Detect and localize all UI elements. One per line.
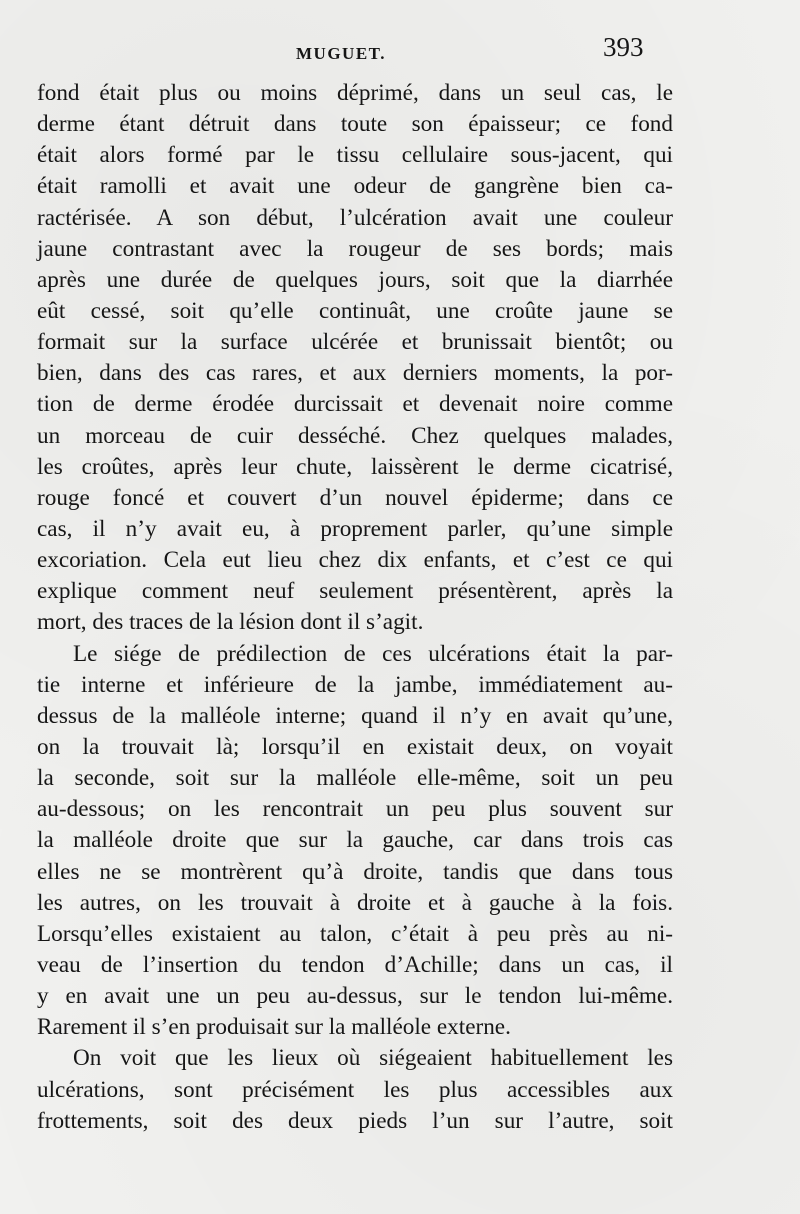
body-text <box>37 78 673 1137</box>
text-line: dessus de la malléole interne; quand il n’y en avait qu’une, <box>37 702 673 729</box>
text-line: la malléole droite que sur la gauche, car dans trois cas <box>37 827 673 854</box>
text-line: excoriation. Cela eut lieu chez dix enfants, et c’est ce qui <box>37 547 673 574</box>
paragraph-first-line: On voit que les lieux où siégeaient habituellement les <box>73 1045 673 1072</box>
text-line: un morceau de cuir desséché. Chez quelques malades, <box>37 422 673 449</box>
text-line: cas, il n’y avait eu, à proprement parler, qu’une simple <box>37 515 673 542</box>
text-line: Lorsqu’elles existaient au talon, c’était à peu près au ni- <box>37 920 673 947</box>
text-line: derme étant détruit dans toute son épaisseur; ce fond <box>37 111 673 138</box>
page-number: 393 <box>603 32 644 62</box>
text-line: au-dessous; on les rencontrait un peu plus souvent sur <box>37 796 673 823</box>
text-line: veau de l’insertion du tendon d’Achille; dans un cas, il <box>37 951 673 978</box>
text-line: bien, dans des cas rares, et aux derniers moments, la por- <box>37 360 673 387</box>
text-line: les croûtes, après leur chute, laissèrent le derme cicatrisé, <box>37 453 673 480</box>
text-line: elles ne se montrèrent qu’à droite, tandis que dans tous <box>37 858 673 885</box>
text-line: tie interne et inférieure de la jambe, immédiatement au- <box>37 671 673 698</box>
text-line: frottements, soit des deux pieds l’un sur l’autre, soit <box>37 1107 673 1134</box>
page-header <box>0 32 800 72</box>
text-line: explique comment neuf seulement présentèrent, après la <box>37 578 673 605</box>
text-line: y en avait une un peu au-dessus, sur le tendon lui-même. <box>37 983 673 1010</box>
text-line: était alors formé par le tissu cellulaire sous-jacent, qui <box>37 142 673 169</box>
text-line: tion de derme érodée durcissait et devenait noire comme <box>37 391 673 418</box>
text-line: formait sur la surface ulcérée et brunissait bientôt; ou <box>37 329 673 356</box>
text-line: jaune contrastant avec la rougeur de ses bords; mais <box>37 235 673 262</box>
text-line: la seconde, soit sur la malléole elle-même, soit un peu <box>37 765 673 792</box>
text-line: Rarement il s’en produisait sur la malléole externe. <box>37 1014 511 1041</box>
text-line: était ramolli et avait une odeur de gangrène bien ca- <box>37 173 673 200</box>
text-line: eût cessé, soit qu’elle continuât, une croûte jaune se <box>37 297 673 324</box>
text-line: les autres, on les trouvait à droite et à gauche à la fois. <box>37 889 673 916</box>
text-line: fond était plus ou moins déprimé, dans un seul cas, le <box>37 80 673 106</box>
paragraph-first-line: Le siége de prédilection de ces ulcérations était la par- <box>73 640 673 667</box>
text-line: mort, des traces de la lésion dont il s’agit. <box>37 609 424 636</box>
text-line: après une durée de quelques jours, soit que la diarrhée <box>37 266 673 293</box>
text-line: ractérisée. A son début, l’ulcération avait une couleur <box>37 204 673 231</box>
text-line: on la trouvait là; lorsqu’il en existait deux, on voyait <box>37 733 673 760</box>
running-title: MUGUET. <box>296 44 386 63</box>
text-line: rouge foncé et couvert d’un nouvel épiderme; dans ce <box>37 484 673 511</box>
text-line: ulcérations, sont précisément les plus accessibles aux <box>37 1076 673 1103</box>
